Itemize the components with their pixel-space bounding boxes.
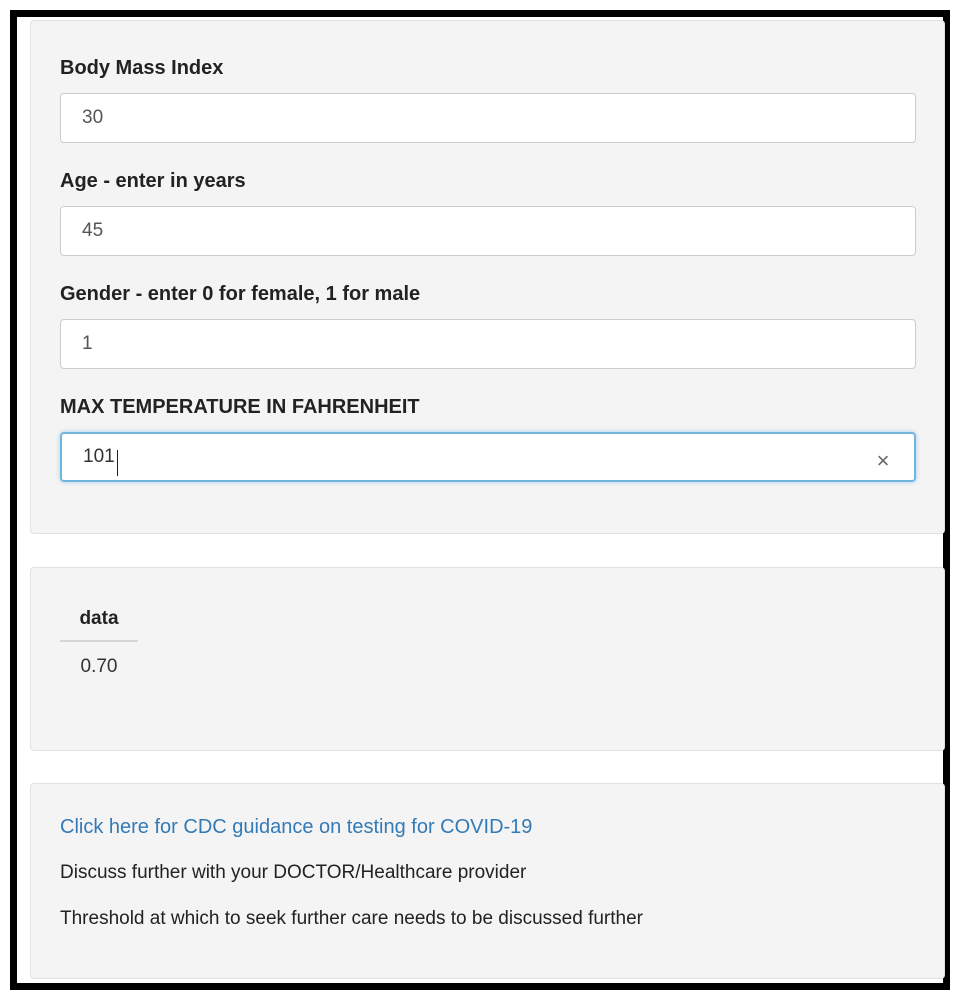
doctor-advice-text: Discuss further with your DOCTOR/Healthcare provider <box>60 862 527 883</box>
table-cell-value: 0.70 <box>80 656 118 677</box>
max-temperature-label: MAX TEMPERATURE IN FAHRENHEIT <box>60 396 420 418</box>
app-frame <box>10 10 950 990</box>
max-temperature-input[interactable] <box>60 432 916 482</box>
age-input[interactable] <box>60 206 916 256</box>
text-caret <box>117 450 118 476</box>
info-panel <box>30 783 945 979</box>
output-panel <box>30 567 945 751</box>
table-column-header: data <box>60 608 138 642</box>
clear-icon[interactable]: × <box>876 448 890 473</box>
gender-label: Gender - enter 0 for female, 1 for male <box>60 283 421 305</box>
threshold-note-text: Threshold at which to seek further care needs to be discussed further <box>60 908 643 929</box>
age-label: Age - enter in years <box>60 170 246 192</box>
input-panel <box>30 20 945 534</box>
cdc-guidance-link[interactable]: Click here for CDC guidance on testing for COVID-19 <box>60 816 533 838</box>
gender-input[interactable] <box>60 319 916 369</box>
bmi-label: Body Mass Index <box>60 57 224 79</box>
bmi-input[interactable] <box>60 93 916 143</box>
